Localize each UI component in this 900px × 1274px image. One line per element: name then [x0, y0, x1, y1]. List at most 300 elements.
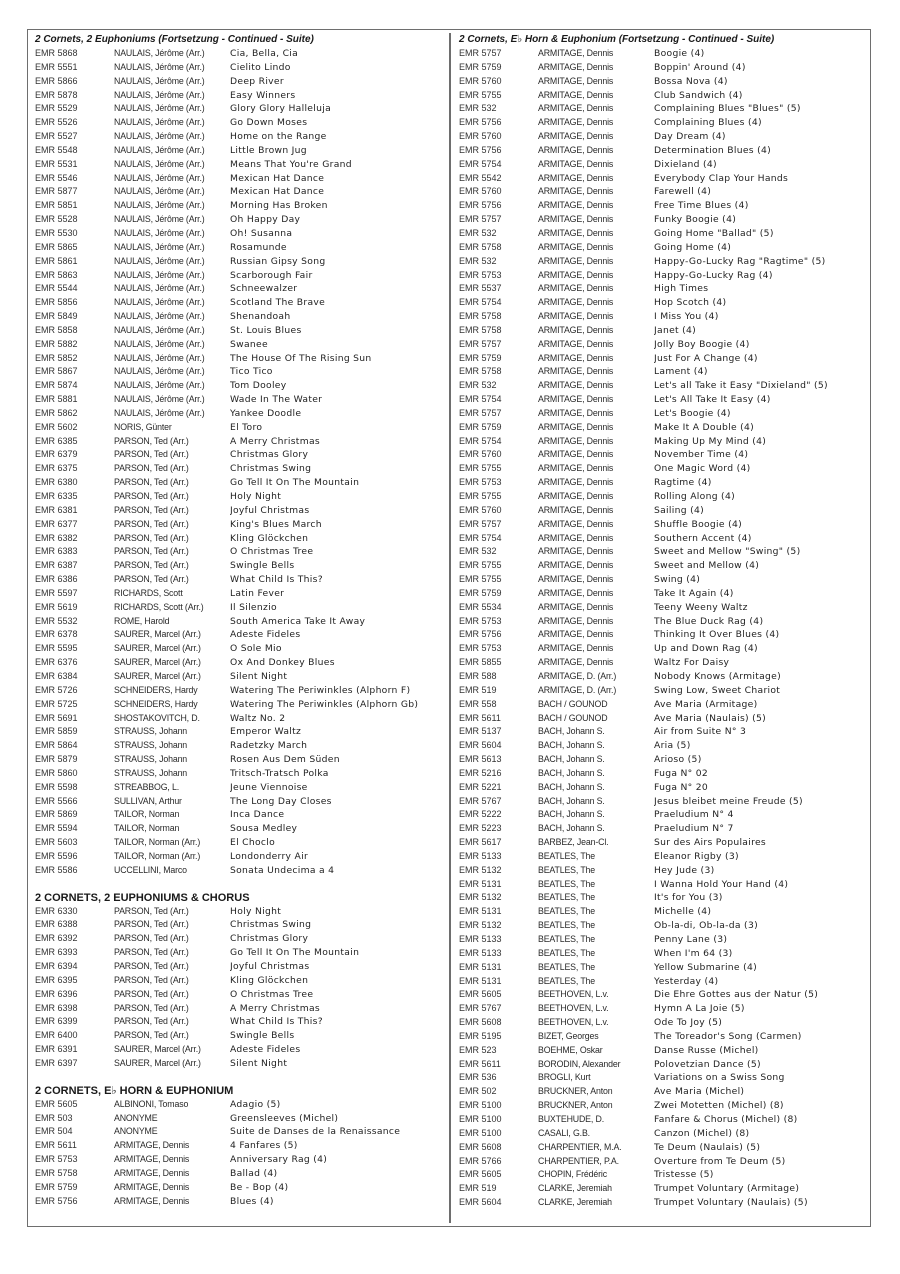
catalog-row: [35, 1015, 443, 1029]
piece-title: Praeludium N° 7: [654, 823, 734, 835]
catalog-row: [35, 781, 443, 795]
catalog-row: [459, 961, 867, 975]
catalog-number: EMR 5767: [459, 1003, 502, 1014]
catalog-row: [459, 296, 867, 310]
piece-title: Yesterday (4): [654, 975, 719, 987]
composer: BEATLES, The: [538, 961, 596, 972]
catalog-row: [459, 75, 867, 89]
composer: NAULAIS, Jérôme (Arr.): [114, 144, 205, 155]
piece-title: Adeste Fideles: [230, 629, 301, 641]
catalog-row: [35, 767, 443, 781]
catalog-row: [459, 878, 867, 892]
catalog-number: EMR 6396: [35, 988, 78, 999]
composer: TAILOR, Norman: [114, 823, 180, 834]
catalog-number: EMR 5527: [35, 131, 78, 142]
catalog-row: [35, 352, 443, 366]
catalog-number: EMR 532: [459, 380, 497, 391]
catalog-row: [35, 185, 443, 199]
catalog-row: [459, 628, 867, 642]
composer: BEATLES, The: [538, 947, 596, 958]
piece-title: Overture from Te Deum (5): [654, 1155, 786, 1167]
catalog-number: EMR 5611: [459, 712, 501, 723]
composer: BEATLES, The: [538, 878, 596, 889]
catalog-row: [459, 684, 867, 698]
catalog-number: EMR 5860: [35, 767, 78, 778]
composer: ARMITAGE, Dennis: [538, 560, 614, 571]
catalog-number: EMR 6379: [35, 449, 78, 460]
catalog-number: EMR 5133: [459, 934, 502, 944]
piece-title: Going Home (4): [654, 241, 732, 253]
piece-title: Kling Glöckchen: [230, 532, 309, 544]
piece-title: Aria (5): [654, 740, 691, 752]
catalog-number: EMR 5131: [459, 906, 502, 917]
piece-title: Adagio (5): [230, 1098, 281, 1110]
piece-title: O Christmas Tree: [230, 546, 314, 558]
piece-title: Swingle Bells: [230, 560, 295, 572]
composer: ARMITAGE, Dennis: [538, 532, 614, 543]
piece-title: Tritsch-Tratsch Polka: [230, 767, 329, 779]
catalog-number: EMR 588: [459, 670, 497, 681]
piece-title: Emperor Waltz: [230, 726, 302, 738]
composer: UCCELLINI, Marco: [114, 864, 187, 875]
composer: ARMITAGE, Dennis: [538, 200, 614, 211]
catalog-row: [35, 960, 443, 974]
composer: BACH / GOUNOD: [538, 698, 608, 709]
catalog-row: [459, 1099, 867, 1113]
piece-title: Bossa Nova (4): [654, 75, 728, 87]
catalog-number: EMR 6376: [35, 657, 78, 668]
catalog-number: EMR 5754: [459, 532, 502, 543]
catalog-number: EMR 5758: [459, 324, 502, 335]
composer: ARMITAGE, Dennis: [538, 657, 614, 668]
catalog-row: [459, 379, 867, 393]
catalog-number: EMR 5866: [35, 75, 78, 86]
catalog-row: [459, 587, 867, 601]
catalog-number: EMR 5534: [459, 601, 502, 612]
composer: SAURER, Marcel (Arr.): [114, 1057, 201, 1068]
catalog-number: EMR 5758: [459, 366, 502, 377]
composer: PARSON, Ted (Arr.): [114, 947, 189, 958]
piece-title: Complaining Blues "Blues" (5): [654, 103, 801, 115]
section-title: 2 Cornets, E♭ Horn & Euphonium (Fortsetzung - Continued - Suite): [459, 34, 775, 45]
piece-title: Lament (4): [654, 366, 708, 378]
catalog-number: EMR 5602: [35, 421, 78, 432]
catalog-number: EMR 5851: [35, 200, 78, 211]
composer: PARSON, Ted (Arr.): [114, 560, 189, 571]
catalog-number: EMR 5132: [459, 892, 502, 903]
composer: ARMITAGE, Dennis: [538, 131, 614, 142]
composer: BEATLES, The: [538, 934, 596, 944]
piece-title: Scarborough Fair: [230, 269, 313, 281]
composer: ARMITAGE, Dennis: [538, 158, 614, 169]
composer: ARMITAGE, Dennis: [114, 1181, 190, 1192]
composer: ARMITAGE, Dennis: [538, 504, 614, 515]
composer: ARMITAGE, Dennis: [538, 227, 614, 238]
catalog-row: [35, 421, 443, 435]
catalog-row: [459, 504, 867, 518]
catalog-number: EMR 6395: [35, 974, 78, 985]
piece-title: Day Dream (4): [654, 131, 726, 143]
catalog-row: [459, 185, 867, 199]
piece-title: Mexican Hat Dance: [230, 186, 325, 198]
piece-title: November Time (4): [654, 449, 749, 461]
composer: BRUCKNER, Anton: [538, 1100, 613, 1111]
catalog-row: [459, 448, 867, 462]
catalog-number: EMR 5760: [459, 504, 502, 515]
composer: BACH, Johann S.: [538, 809, 605, 820]
composer: NAULAIS, Jérôme (Arr.): [114, 214, 205, 225]
catalog-row: [459, 255, 867, 269]
catalog-row: [459, 518, 867, 532]
catalog-row: [459, 767, 867, 781]
catalog-number: EMR 5753: [459, 477, 502, 488]
catalog-section: [35, 891, 443, 1071]
catalog-row: [35, 269, 443, 283]
piece-title: Home on the Range: [230, 131, 327, 143]
catalog-number: EMR 5754: [459, 394, 502, 405]
catalog-row: [35, 116, 443, 130]
piece-title: It's for You (3): [654, 892, 723, 904]
catalog-number: EMR 5608: [459, 1141, 502, 1152]
catalog-row: [35, 656, 443, 670]
piece-title: Means That You're Grand: [230, 158, 352, 170]
piece-title: Let's all Take it Easy "Dixieland" (5): [654, 380, 828, 392]
piece-title: Teeny Weeny Waltz: [654, 601, 748, 613]
catalog-number: EMR 5754: [459, 435, 502, 446]
catalog-number: EMR 5725: [35, 698, 78, 709]
catalog-row: [35, 1139, 443, 1153]
composer: ANONYME: [114, 1126, 158, 1137]
composer: NAULAIS, Jérôme (Arr.): [114, 158, 205, 169]
section-title: 2 CORNETS, E♭ HORN & EUPHONIUM: [35, 1084, 234, 1097]
piece-title: A Merry Christmas: [230, 435, 320, 447]
catalog-number: EMR 523: [459, 1044, 497, 1055]
composer: BEATLES, The: [538, 892, 596, 903]
catalog-row: [35, 1181, 443, 1195]
composer: ARMITAGE, Dennis: [114, 1154, 190, 1165]
catalog-row: [459, 712, 867, 726]
piece-title: Determination Blues (4): [654, 144, 772, 156]
composer: NAULAIS, Jérôme (Arr.): [114, 61, 205, 72]
piece-title: Rolling Along (4): [654, 491, 735, 502]
catalog-number: EMR 5759: [459, 61, 502, 72]
composer: ROME, Harold: [114, 615, 170, 626]
catalog-number: EMR 5757: [459, 48, 502, 58]
piece-title: Blues (4): [230, 1195, 274, 1207]
catalog-row: [459, 365, 867, 379]
catalog-row: [35, 324, 443, 338]
piece-title: Joyful Christmas: [230, 504, 310, 516]
composer: PARSON, Ted (Arr.): [114, 905, 189, 916]
catalog-row: [35, 172, 443, 186]
composer: ARMITAGE, Dennis: [538, 352, 614, 363]
catalog-row: [459, 1196, 867, 1210]
catalog-number: EMR 5611: [459, 1058, 501, 1069]
composer: ARMITAGE, Dennis: [538, 338, 614, 349]
piece-title: Hey Jude (3): [654, 864, 715, 876]
catalog-row: [459, 324, 867, 338]
catalog-row: [459, 1016, 867, 1030]
composer: ARMITAGE, Dennis: [538, 421, 614, 432]
piece-title: Sailing (4): [654, 504, 705, 516]
piece-title: Zwei Motetten (Michel) (8): [654, 1100, 784, 1112]
piece-title: Easy Winners: [230, 89, 296, 101]
catalog-number: EMR 5756: [459, 144, 502, 155]
catalog-row: [459, 1127, 867, 1141]
catalog-row: [35, 642, 443, 656]
piece-title: Yellow Submarine (4): [654, 961, 758, 973]
piece-title: Farewell (4): [654, 186, 712, 198]
piece-title: When I'm 64 (3): [654, 947, 733, 959]
catalog-row: [35, 753, 443, 767]
piece-title: Eleanor Rigby (3): [654, 850, 739, 862]
piece-title: Scotland The Brave: [230, 297, 326, 309]
composer: ARMITAGE, Dennis: [114, 1195, 190, 1206]
piece-title: Ob-la-di, Ob-la-da (3): [654, 920, 758, 932]
catalog-row: [459, 1002, 867, 1016]
catalog-number: EMR 5133: [459, 947, 502, 958]
composer: NAULAIS, Jérôme (Arr.): [114, 200, 205, 211]
catalog-row: [35, 698, 443, 712]
catalog-number: EMR 5551: [35, 61, 78, 72]
catalog-row: [459, 891, 867, 905]
catalog-row: [35, 338, 443, 352]
catalog-number: EMR 6398: [35, 1002, 78, 1013]
piece-title: Funky Boogie (4): [654, 214, 737, 226]
piece-title: Go Tell It On The Mountain: [230, 477, 360, 489]
catalog-number: EMR 6383: [35, 546, 78, 557]
piece-title: Michelle (4): [654, 906, 712, 918]
catalog-number: EMR 5530: [35, 227, 78, 238]
catalog-number: EMR 5531: [35, 158, 78, 169]
catalog-row: [459, 393, 867, 407]
catalog-number: EMR 6330: [35, 905, 78, 916]
composer: PARSON, Ted (Arr.): [114, 504, 189, 515]
catalog-number: EMR 5877: [35, 186, 78, 197]
piece-title: Happy-Go-Lucky Rag (4): [654, 269, 773, 281]
catalog-row: [459, 199, 867, 213]
catalog-row: [459, 1168, 867, 1182]
catalog-row: [459, 781, 867, 795]
catalog-number: EMR 5222: [459, 809, 502, 820]
catalog-row: [35, 601, 443, 615]
piece-title: Christmas Swing: [230, 919, 312, 931]
catalog-row: [35, 1057, 443, 1071]
composer: RICHARDS, Scott (Arr.): [114, 601, 204, 612]
piece-title: Greensleeves (Michel): [230, 1112, 339, 1124]
catalog-row: [35, 1167, 443, 1181]
piece-title: Shuffle Boogie (4): [654, 518, 742, 530]
piece-title: Hop Scotch (4): [654, 297, 727, 309]
catalog-row: [35, 393, 443, 407]
catalog-number: EMR 5691: [35, 712, 78, 723]
catalog-number: EMR 5604: [459, 1197, 502, 1208]
catalog-number: EMR 6382: [35, 532, 78, 543]
catalog-row: [35, 932, 443, 946]
piece-title: Thinking It Over Blues (4): [654, 629, 780, 641]
piece-title: Be - Bop (4): [230, 1181, 289, 1193]
piece-title: Oh! Susanna: [230, 227, 293, 239]
piece-title: Ballad (4): [230, 1167, 278, 1179]
catalog-row: [459, 1044, 867, 1058]
piece-title: Christmas Glory: [230, 933, 309, 945]
composer: ALBINONI, Tomaso: [114, 1098, 189, 1109]
composer: ANONYME: [114, 1112, 158, 1123]
composer: ARMITAGE, D. (Arr.): [538, 684, 617, 695]
composer: NAULAIS, Jérôme (Arr.): [114, 227, 205, 238]
catalog-row: [35, 573, 443, 587]
composer: ARMITAGE, Dennis: [538, 615, 614, 626]
catalog-number: EMR 6391: [35, 1044, 78, 1055]
piece-title: Ave Maria (Naulais) (5): [654, 712, 767, 724]
catalog-row: [35, 379, 443, 393]
piece-title: 4 Fanfares (5): [230, 1140, 298, 1152]
composer: PARSON, Ted (Arr.): [114, 477, 189, 488]
catalog-row: [35, 75, 443, 89]
piece-title: Waltz No. 2: [230, 712, 286, 724]
catalog-section: [459, 33, 867, 1210]
catalog-row: [35, 670, 443, 684]
composer: ARMITAGE, Dennis: [538, 89, 614, 100]
catalog-row: [35, 712, 443, 726]
catalog-number: EMR 5611: [35, 1140, 77, 1151]
catalog-number: EMR 5864: [35, 740, 78, 751]
piece-title: Sousa Medley: [230, 823, 298, 835]
piece-title: What Child Is This?: [230, 1016, 323, 1028]
catalog-row: [459, 352, 867, 366]
catalog-number: EMR 5756: [459, 117, 502, 128]
piece-title: Tico Tico: [230, 366, 273, 378]
catalog-number: EMR 5542: [459, 172, 502, 183]
catalog-row: [35, 1125, 443, 1139]
catalog-row: [459, 739, 867, 753]
catalog-number: EMR 5756: [459, 200, 502, 211]
piece-title: Just For A Change (4): [654, 352, 758, 364]
catalog-row: [459, 213, 867, 227]
catalog-number: EMR 5132: [459, 920, 502, 931]
piece-title: Kling Glöckchen: [230, 974, 309, 986]
catalog-number: EMR 5608: [459, 1017, 502, 1028]
piece-title: Complaining Blues (4): [654, 117, 762, 129]
composer: ARMITAGE, Dennis: [538, 48, 614, 58]
composer: STRAUSS, Johann: [114, 754, 188, 765]
catalog-row: [459, 919, 867, 933]
piece-title: Mexican Hat Dance: [230, 172, 325, 184]
composer: ARMITAGE, Dennis: [538, 144, 614, 155]
composer: ARMITAGE, Dennis: [538, 394, 614, 405]
catalog-row: [35, 199, 443, 213]
section-title: 2 Cornets, 2 Euphoniums (Fortsetzung - Continued - Suite): [35, 34, 314, 45]
piece-title: Dixieland (4): [654, 158, 717, 170]
piece-title: The Blue Duck Rag (4): [654, 615, 764, 627]
composer: ARMITAGE, Dennis: [538, 477, 614, 488]
catalog-number: EMR 5882: [35, 338, 78, 349]
piece-title: Sonata Undecima a 4: [230, 864, 335, 876]
catalog-row: [459, 130, 867, 144]
catalog-row: [459, 1113, 867, 1127]
catalog-number: EMR 5604: [459, 740, 502, 751]
catalog-number: EMR 5131: [459, 975, 502, 986]
catalog-section: [35, 1084, 443, 1209]
composer: PARSON, Ted (Arr.): [114, 1016, 189, 1027]
piece-title: El Toro: [230, 421, 263, 433]
catalog-number: EMR 532: [459, 103, 497, 114]
composer: PARSON, Ted (Arr.): [114, 988, 189, 999]
composer: CLARKE, Jeremiah: [538, 1183, 612, 1194]
catalog-number: EMR 5598: [35, 781, 78, 792]
composer: BEATLES, The: [538, 906, 596, 917]
catalog-row: [459, 1058, 867, 1072]
catalog-row: [35, 365, 443, 379]
composer: PARSON, Ted (Arr.): [114, 574, 189, 585]
catalog-number: EMR 5532: [35, 615, 78, 626]
piece-title: Boogie (4): [654, 48, 705, 59]
piece-title: Te Deum (Naulais) (5): [654, 1141, 761, 1153]
catalog-number: EMR 5566: [35, 795, 78, 806]
catalog-row: [35, 532, 443, 546]
piece-title: One Magic Word (4): [654, 463, 751, 475]
catalog-row: [459, 559, 867, 573]
piece-title: Janet (4): [654, 324, 697, 336]
catalog-number: EMR 5595: [35, 643, 78, 654]
piece-title: Adeste Fideles: [230, 1044, 301, 1056]
catalog-row: [35, 504, 443, 518]
catalog-number: EMR 5760: [459, 131, 502, 142]
composer: NAULAIS, Jérôme (Arr.): [114, 255, 205, 266]
piece-title: Swing (4): [654, 574, 701, 586]
catalog-number: EMR 5760: [459, 186, 502, 197]
piece-title: Praeludium N° 4: [654, 809, 734, 821]
piece-title: Going Home "Ballad" (5): [654, 227, 774, 239]
catalog-row: [459, 490, 867, 504]
catalog-number: EMR 5605: [35, 1098, 78, 1109]
catalog-row: [459, 670, 867, 684]
catalog-row: [35, 808, 443, 822]
piece-title: Tristesse (5): [654, 1169, 714, 1181]
catalog-row: [35, 89, 443, 103]
composer: ARMITAGE, Dennis: [538, 435, 614, 446]
catalog-row: [459, 753, 867, 767]
catalog-row: [35, 255, 443, 269]
catalog-number: EMR 5852: [35, 352, 78, 363]
catalog-row: [35, 988, 443, 1002]
piece-title: Swing Low, Sweet Chariot: [654, 684, 781, 696]
composer: PARSON, Ted (Arr.): [114, 491, 189, 501]
piece-title: Ragtime (4): [654, 477, 712, 489]
catalog-number: EMR 502: [459, 1086, 497, 1097]
piece-title: Glory Glory Halleluja: [230, 103, 332, 115]
piece-title: Club Sandwich (4): [654, 89, 743, 101]
piece-title: Ox And Donkey Blues: [230, 657, 335, 669]
catalog-number: EMR 6375: [35, 463, 78, 474]
catalog-number: EMR 5221: [459, 781, 502, 792]
catalog-row: [459, 864, 867, 878]
composer: NAULAIS, Jérôme (Arr.): [114, 75, 205, 86]
composer: ARMITAGE, Dennis: [538, 643, 614, 654]
piece-title: Go Tell It On The Mountain: [230, 947, 360, 959]
catalog-number: EMR 5223: [459, 823, 502, 834]
catalog-number: EMR 5597: [35, 587, 78, 598]
composer: ARMITAGE, Dennis: [538, 283, 614, 294]
piece-title: Up and Down Rag (4): [654, 643, 758, 655]
piece-title: Penny Lane (3): [654, 934, 728, 945]
catalog-row: [35, 518, 443, 532]
piece-title: The Toreador's Song (Carmen): [654, 1030, 802, 1042]
catalog-number: EMR 5758: [459, 311, 502, 322]
composer: ARMITAGE, Dennis: [538, 117, 614, 128]
catalog-row: [35, 836, 443, 850]
composer: SCHNEIDERS, Hardy: [114, 684, 198, 695]
